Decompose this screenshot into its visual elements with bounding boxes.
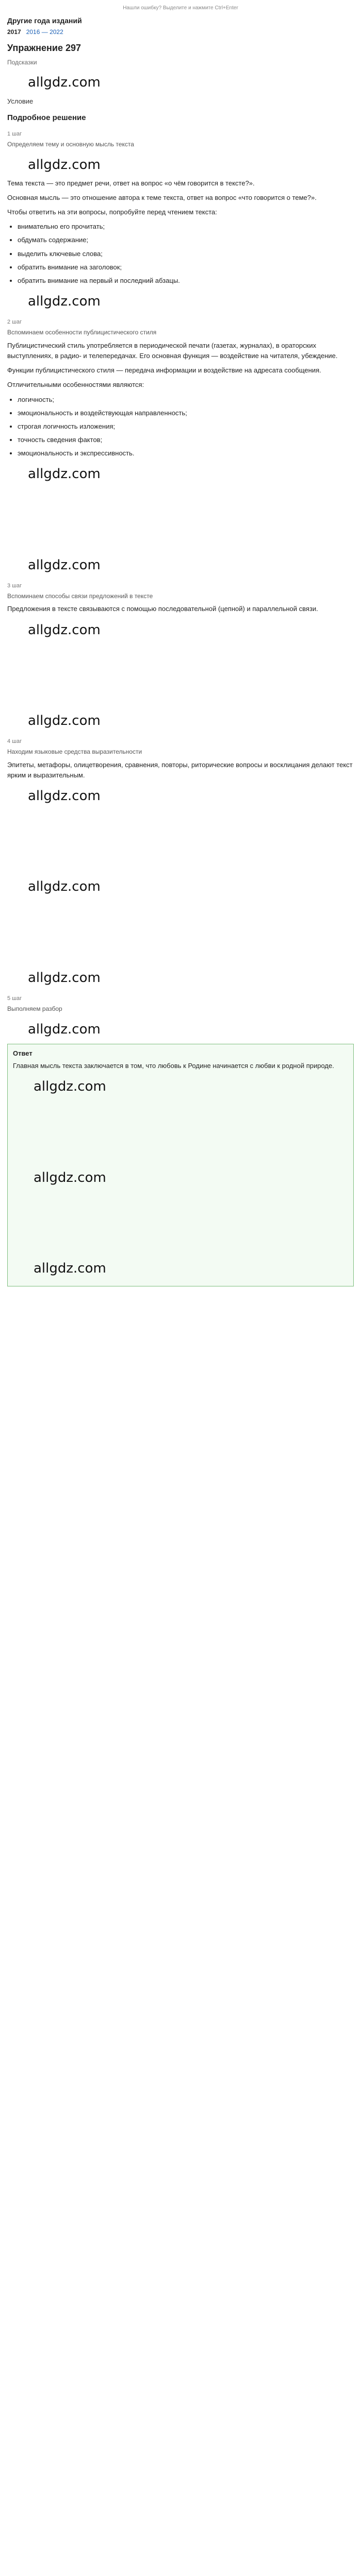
watermark: allgdz.com [28,622,101,638]
step-3-title: Вспоминаем способы связи предложений в тексте [7,592,153,600]
paragraph: Эпитеты, метафоры, олицетворения, сравнения, повторы, риторические вопросы и восклицания делают текст ярким и выразительным. [7,760,353,779]
step-5-label: 5 шаг [7,995,22,1002]
paragraph: Чтобы ответить на эти вопросы, попробуйте перед чтением текста: [7,208,217,216]
edition-2017[interactable]: 2017 [7,28,21,36]
step-5-title: Выполняем разбор [7,1005,62,1013]
step-2-label: 2 шаг [7,319,22,326]
top-note: Нашли ошибку? Выделите и нажмите Ctrl+Enter [123,5,238,11]
watermark: allgdz.com [34,1260,106,1276]
exercise-title: Упражнение 297 [7,42,81,53]
paragraph: Основная мысль — это отношение автора к теме текста, ответ на вопрос «что говорится о теме?». [7,194,317,202]
list-item: • выделить ключевые слова; [18,249,354,259]
step-4-label: 4 шаг [7,738,22,745]
watermark: allgdz.com [34,1079,106,1095]
list-item: • обратить внимание на первый и последний абзацы. [18,276,354,286]
editions-list [7,27,354,37]
exercise-subtitle[interactable]: Подсказки [7,58,37,66]
list-item: • обратить внимание на заголовок; [18,262,354,273]
answer-text: Главная мысль текста заключается в том, что любовь к Родине начинается с любви к родной природе. [13,1062,334,1070]
paragraph: Функции публицистического стиля — передача информации и воздействие на адресата сообщения. [7,366,321,375]
step-1-label: 1 шаг [7,130,22,137]
edition-2016-2022[interactable]: 2016 — 2022 [26,28,63,36]
tips-list [18,222,354,286]
watermark: allgdz.com [28,294,101,310]
paragraph: Тема текста — это предмет речи, ответ на вопрос «о чём говорится в тексте?». [7,179,255,187]
paragraph: Публицистический стиль употребляется в периодической печати (газетах, журналах), в ораторских выступлениях, в радио- и телепередачах. Его основная функция — воздействие на читателя, убеждение. [7,341,338,360]
watermark: allgdz.com [28,557,101,573]
watermark: allgdz.com [28,788,101,804]
solution-title: Подробное решение [7,113,86,122]
features-list [18,395,354,459]
answer-title: Ответ [13,1049,32,1057]
watermark: allgdz.com [28,713,101,728]
list-item: • обдумать содержание; [18,235,354,245]
watermark: allgdz.com [28,466,101,482]
list-item: • эмоциональность и экспрессивность. [18,448,354,459]
step-2-title: Вспоминаем особенности публицистического стиля [7,329,157,336]
watermark: allgdz.com [28,970,101,986]
list-item: • строгая логичность изложения; [18,421,354,432]
list-item: • логичность; [18,395,354,405]
paragraph: Отличительными особенностями являются: [7,381,144,389]
list-item: • внимательно его прочитать; [18,222,354,232]
paragraph: Предложения в тексте связываются с помощью последовательной (цепной) и параллельной связи. [7,605,318,613]
watermark: allgdz.com [28,1021,101,1037]
step-4-title: Находим языковые средства выразительности [7,748,142,756]
answer-box [7,1044,354,1286]
list-item: • эмоциональность и воздействующая направленность; [18,408,354,418]
watermark: allgdz.com [28,157,101,173]
step-3-label: 3 шаг [7,582,22,589]
watermark: allgdz.com [28,879,101,895]
list-item: • точность сведения фактов; [18,435,354,445]
editions-title: Другие года изданий [7,16,82,25]
step-1-title: Определяем тему и основную мысль текста [7,141,134,148]
watermark: allgdz.com [28,75,101,91]
task-label: Условие [7,97,34,105]
watermark: allgdz.com [34,1170,106,1185]
